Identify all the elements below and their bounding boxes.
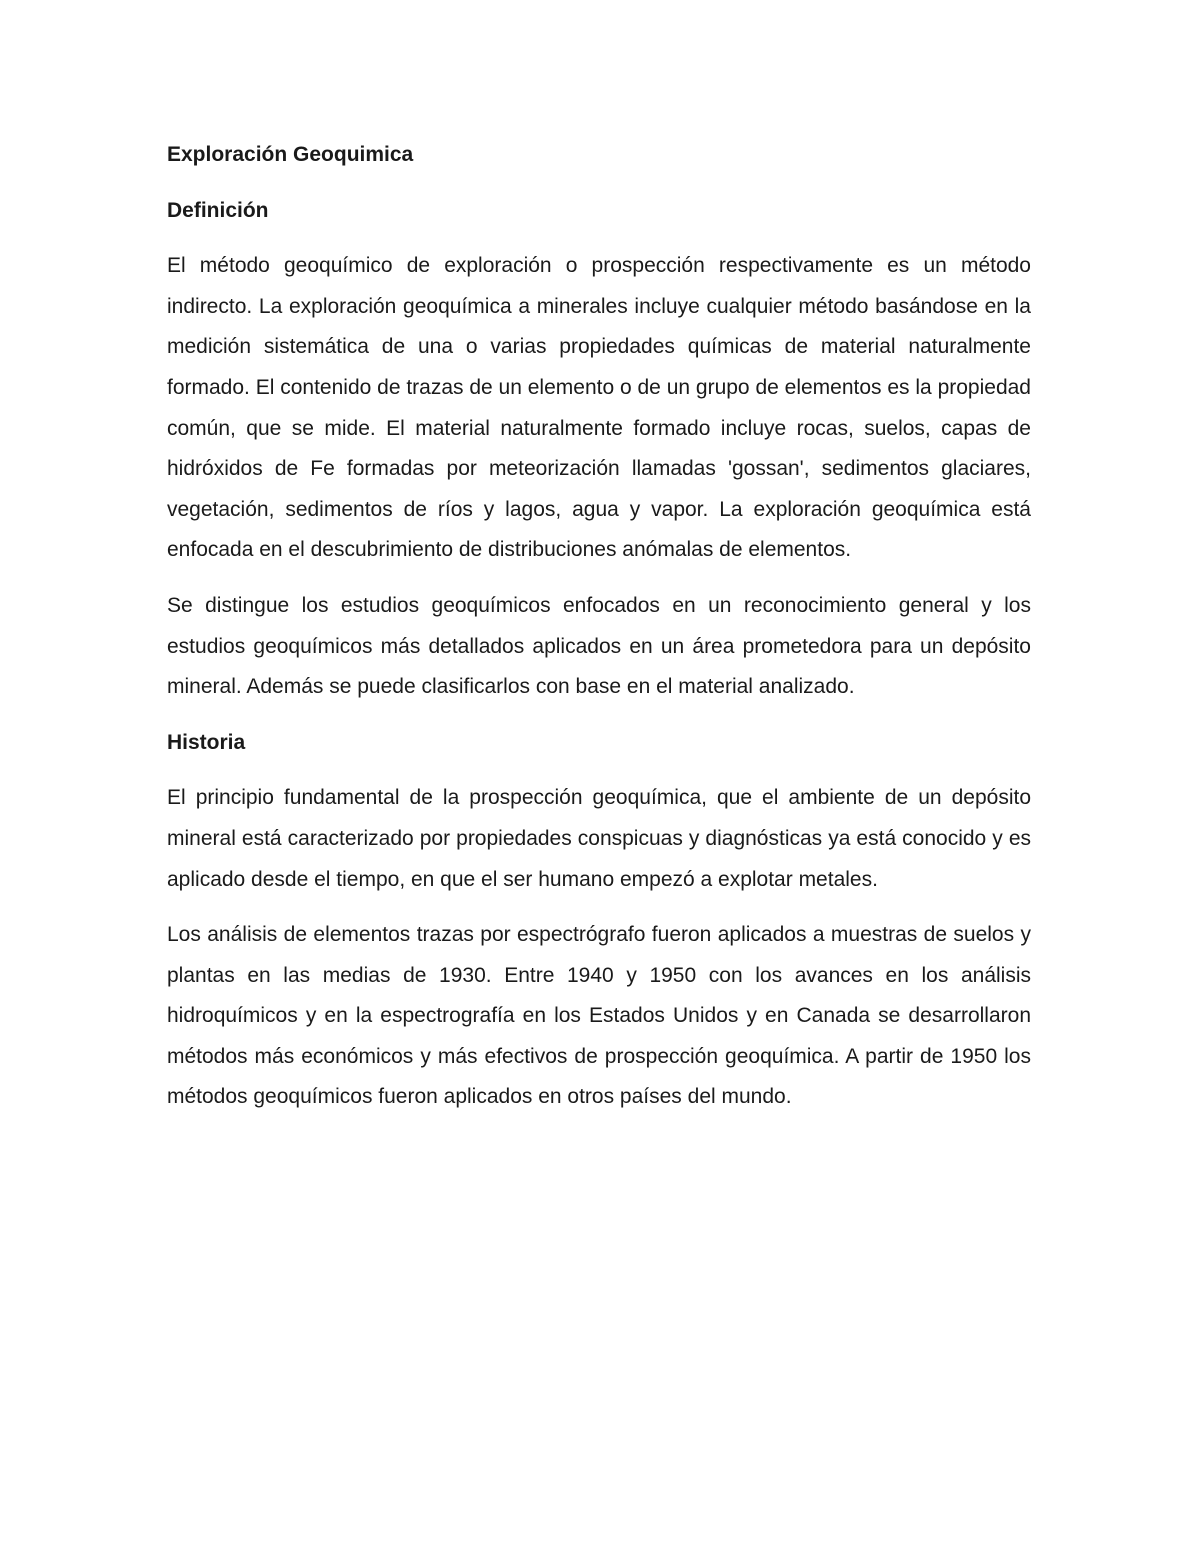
document-body: [167, 135, 1031, 1133]
paragraph: El método geoquímico de exploración o prospección respectivamente es un método indirecto. La exploración geoquímica a minerales incluye cualquier método basándose en la medición sistemática de una o varias propiedades químicas de material naturalmente formado. El contenido de trazas de un elemento o de un grupo de elementos es la propiedad común, que se mide. El material naturalmente formado incluye rocas, suelos, capas de hidróxidos de Fe formadas por meteorización llamadas 'gossan', sedimentos glaciares, vegetación, sedimentos de ríos y lagos, agua y vapor. La exploración geoquímica está enfocada en el descubrimiento de distribuciones anómalas de elementos.: [167, 254, 1031, 562]
document-title: Exploración Geoquimica: [167, 143, 414, 166]
section-heading-historia: Historia: [167, 730, 246, 754]
paragraph: Se distingue los estudios geoquímicos enfocados en un reconocimiento general y los estudios geoquímicos más detallados aplicados en un área prometedora para un depósito mineral. Además se puede clasificarlos con base en el material analizado.: [167, 593, 1031, 699]
paragraph: Los análisis de elementos trazas por espectrógrafo fueron aplicados a muestras de suelos y plantas en las medias de 1930. Entre 1940 y 1950 con los avances en los análisis hidroquímicos y en la espectrografía en los Estados Unidos y en Canada se desarrollaron métodos más económicos y más efectivos de prospección geoquímica. A partir de 1950 los métodos geoquímicos fueron aplicados en otros países del mundo.: [167, 923, 1031, 1109]
section-heading-definicion: Definición: [167, 198, 269, 222]
paragraph: El principio fundamental de la prospección geoquímica, que el ambiente de un depósito mineral está caracterizado por propiedades conspicuas y diagnósticas ya está conocido y es aplicado desde el tiempo, en que el ser humano empezó a explotar metales.: [167, 786, 1031, 891]
